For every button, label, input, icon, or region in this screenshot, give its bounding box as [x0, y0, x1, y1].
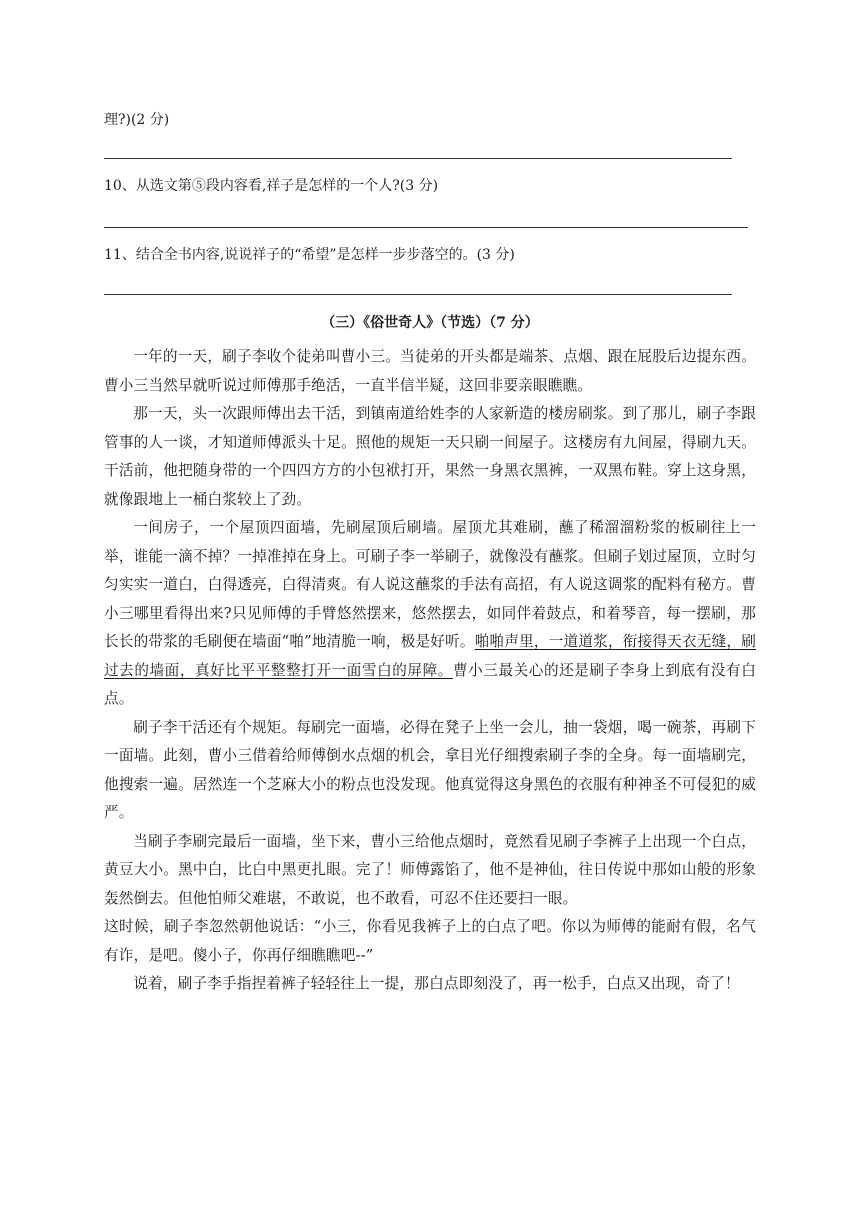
question-11: 11、结合全书内容,说说祥子的“希望”是怎样一步步落空的。(3 分) — [104, 247, 515, 263]
passage-paragraph-2: 那一天，头一次跟师傅出去干活，到镇南道给姓李的人家新造的楼房刷浆。到了那儿，刷子李跟管事的人一谈，才知道师傅派头十足。照他的规矩一天只刷一间屋子。这楼房有九间屋，得刷九天。干活前，他把随身带的一个四四方方的小包袱打开，果然一身黑衣黑裤，一双黑布鞋。穿上这身黑，就像跟地上一桶白浆较上了劲。 — [104, 405, 756, 508]
answer-line-q11[interactable] — [104, 294, 732, 295]
passage-paragraph-7: 说着，刷子李手指捏着裤子轻轻往上一提，那白点即刻没了，再一松手，白点又出现，奇了！ — [133, 975, 740, 992]
passage — [104, 343, 756, 999]
question-9-tail: 理?)(2 分) — [104, 112, 170, 128]
passage-paragraph-3-text-a: 一间房子，一个屋顶四面墙，先刷屋顶后刷墙。屋顶尤其难刷，蘸了稀溜溜粉浆的板刷往上一举，谁能一滴不掉？一掉准掉在身上。可刷子李一举刷子，就像没有蘸浆。但刷子划过屋顶，立时匀匀实实一道白，白得透亮，白得清爽。有人说这蘸浆的手法有高招，有人说这调浆的配料有秘方。曹小三哪里看得出来?只见师傅的手臂悠然摆来，悠然摆去，如同伴着鼓点，和着琴音，每一摆刷，那长长的带浆的毛刷便在墙面“啪”地清脆一响，极是好听。 — [104, 519, 756, 650]
answer-line-q10[interactable] — [104, 227, 748, 228]
answer-line-q9[interactable] — [104, 158, 732, 159]
section-title: （三）《俗世奇人》（节选）（7 分） — [321, 315, 539, 331]
underlined-sentence: 啪啪声里，一道道浆，衔接得天衣无缝，刷过去的墙面，真好比平平整整打开一面雪白的屏障。 — [104, 633, 756, 679]
passage-paragraph-3-text-b: 曹小三最关心的还是刷子李身上到底有没有白点。 — [104, 661, 756, 707]
passage-paragraph-5: 当刷子李刷完最后一面墙，坐下来，曹小三给他点烟时，竟然看见刷子李裤子上出现一个白点，黄豆大小。黑中白，比白中黑更扎眼。完了！师傅露馅了，他不是神仙，往日传说中那如山般的形象轰然倒去。但他怕师父难堪，不敢说，也不敢看，可忍不住还要扫一眼。 — [104, 832, 756, 907]
passage-paragraph-4: 刷子李干活还有个规矩。每刷完一面墙，必得在凳子上坐一会儿，抽一袋烟，喝一碗茶，再刷下一面墙。此刻，曹小三借着给师傅倒水点烟的机会，拿目光仔细搜索刷子李的全身。每一面墙刷完，他搜索一遍。居然连一个芝麻大小的粉点也没发现。他真觉得这身黑色的衣服有种神圣不可侵犯的威严。 — [104, 718, 756, 821]
passage-paragraph-3 — [104, 514, 756, 714]
passage-paragraph-6: 这时候，刷子李忽然朝他说话：“小三，你看见我裤子上的白点了吧。你以为师傅的能耐有假，名气有诈，是吧。傻小子，你再仔细瞧瞧吧--” — [104, 918, 756, 964]
passage-paragraph-1: 一年的一天，刷子李收个徒弟叫曹小三。当徒弟的开头都是端茶、点烟、跟在屁股后边提东西。曹小三当然早就听说过师傅那手绝活，一直半信半疑，这回非要亲眼瞧瞧。 — [104, 348, 756, 394]
question-10: 10、从选文第⑤段内容看,祥子是怎样的一个人?(3 分) — [104, 178, 439, 194]
